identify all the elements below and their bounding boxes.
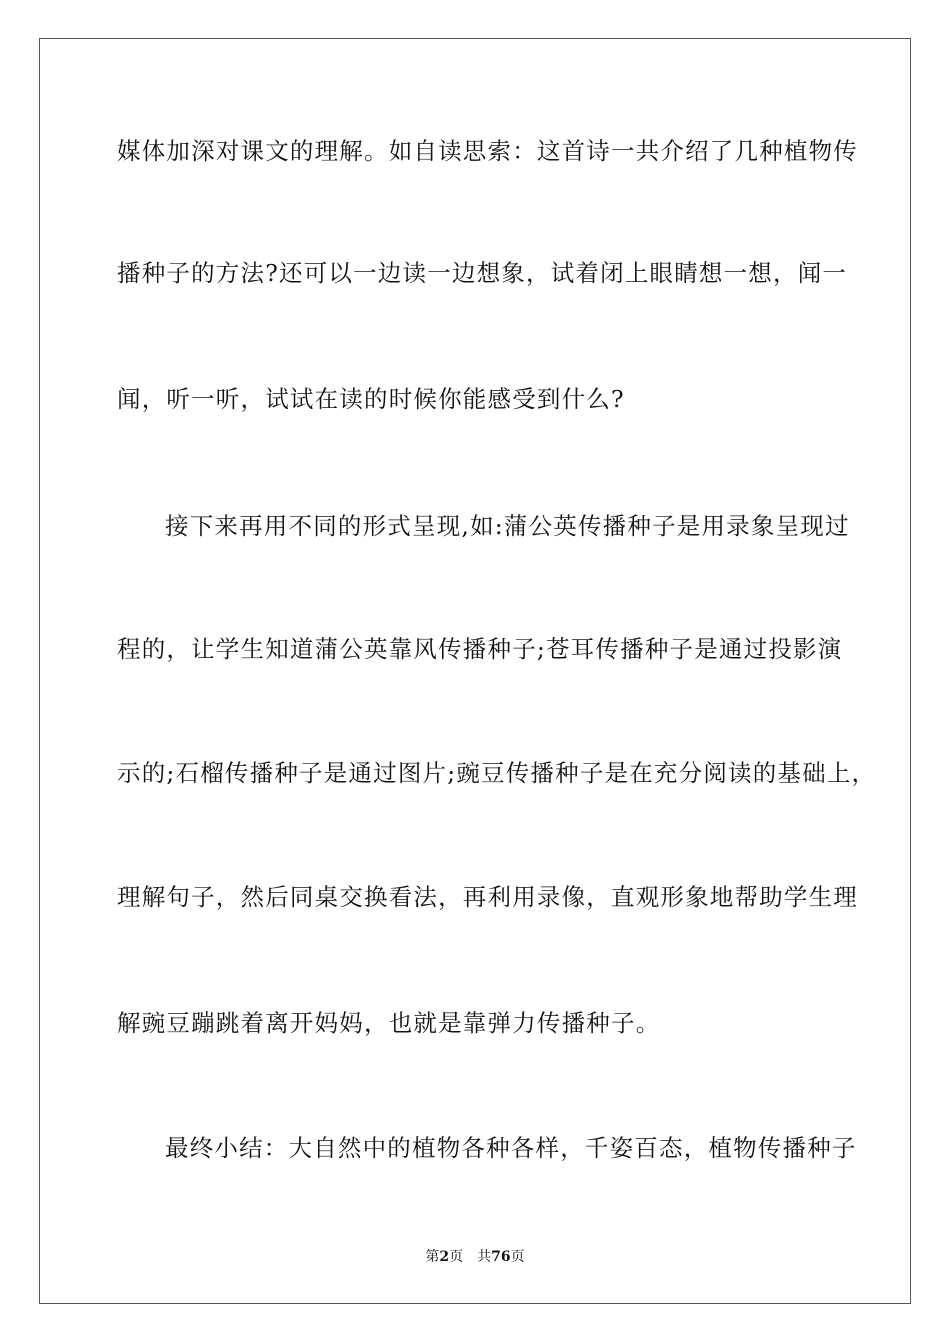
text-line: 媒体加深对课文的理解。如自读思索：这首诗一共介绍了几种植物传 [117,137,858,165]
text-line: 播种子的方法?还可以一边读一边想象，试着闭上眼睛想一想，闻一 [117,259,848,287]
page-frame [39,38,911,1304]
total-suffix: 页 [510,1249,525,1265]
text-line: 解豌豆蹦跳着离开妈妈，也就是靠弹力传播种子。 [117,1009,661,1037]
total-prefix: 共 [477,1249,492,1265]
text-line: 闻，听一听，试试在读的时候你能感受到什么? [117,385,625,413]
text-line: 程的，让学生知道蒲公英靠风传播种子;苍耳传播种子是通过投影演 [117,635,843,663]
page-prefix: 第 [425,1249,440,1265]
page-footer [0,1248,950,1266]
paragraph-start-line: 最终小结：大自然中的植物各种各样，千姿百态，植物传播种子 [165,1134,857,1162]
text-line: 理解句子，然后同桌交换看法，再利用录像，直观形象地帮助学生理 [117,883,858,911]
page-number: 2 [439,1249,450,1265]
paragraph-start-line: 接下来再用不同的形式呈现,如:蒲公英传播种子是用录象呈现过 [165,512,850,540]
total-pages: 76 [491,1249,511,1265]
text-line: 示的;石榴传播种子是通过图片;豌豆传播种子是在充分阅读的基础上， [117,759,877,787]
page-suffix: 页 [449,1249,464,1265]
